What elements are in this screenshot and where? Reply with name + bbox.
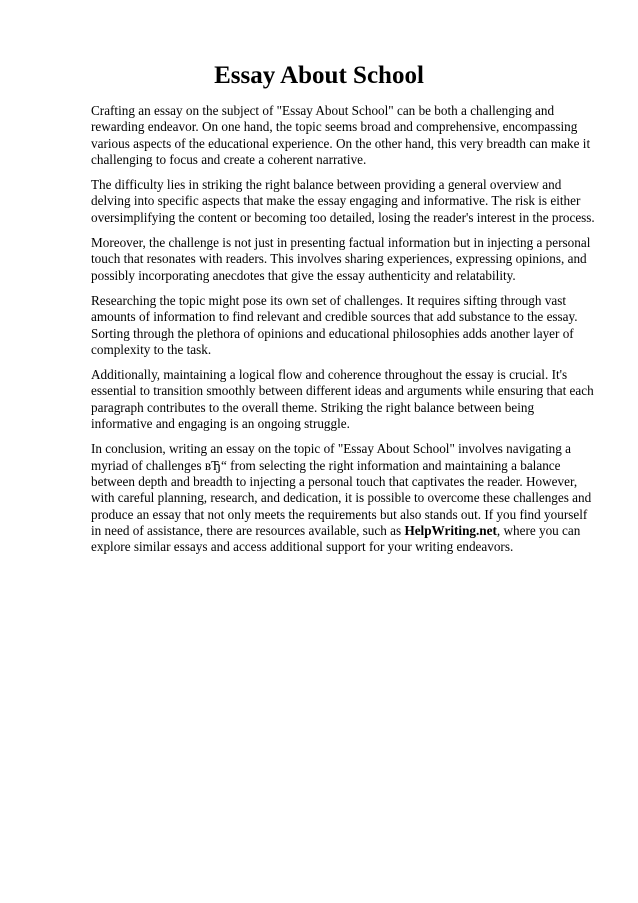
document-body [91,103,596,555]
paragraph-3: Moreover, the challenge is not just in presenting factual information but in injecting a personal touch that resonates with readers. This involves sharing experiences, expressing opinions, and possibly incorporating anecdotes that give the essay authenticity and relatability. [91,235,591,283]
paragraph-6-text-before-link: In conclusion, writing an essay on the topic of "Essay About School" involves navigating a myriad of challenges вЂ“ from selecting the right information and maintaining a balance between depth and breadth to injecting a personal touch that captivates the reader. However, with careful planning, research, and dedication, it is possible to overcome these challenges and produce an essay that not only meets the requirements but also stands out. If you find yourself in need of assistance, there are resources available, such as [91,441,592,538]
paragraph-4: Researching the topic might pose its own set of challenges. It requires sifting through vast amounts of information to find relevant and credible sources that add substance to the essay. Sorting through the plethora of opinions and educational philosophies adds another layer of complexity to the task. [91,292,578,357]
paragraph-1: Crafting an essay on the subject of "Essay About School" can be both a challenging and rewarding endeavor. On one hand, the topic seems broad and comprehensive, encompassing various aspects of the educational experience. On the other hand, this very breadth can make it challenging to focus and create a coherent narrative. [91,103,591,167]
document-title: Essay About School [214,62,424,89]
helpwriting-link[interactable]: HelpWriting.net [404,522,497,538]
paragraph-2: The difficulty lies in striking the right balance between providing a general overview and delving into specific aspects that make the essay engaging and informative. The risk is either oversimplifying the content or becoming too detailed, losing the reader's interest in the process. [91,177,595,225]
paragraph-5: Additionally, maintaining a logical flow and coherence throughout the essay is crucial. It's essential to transition smoothly between different ideas and arguments while ensuring that each paragraph contributes to the overall theme. Striking the right balance between being informative and engaging is an ongoing struggle. [91,367,594,432]
paragraph-6-text-after-link: , where you can explore similar essays and access additional support for your writing endeavors. [91,522,581,555]
paragraph-6 [91,441,596,555]
